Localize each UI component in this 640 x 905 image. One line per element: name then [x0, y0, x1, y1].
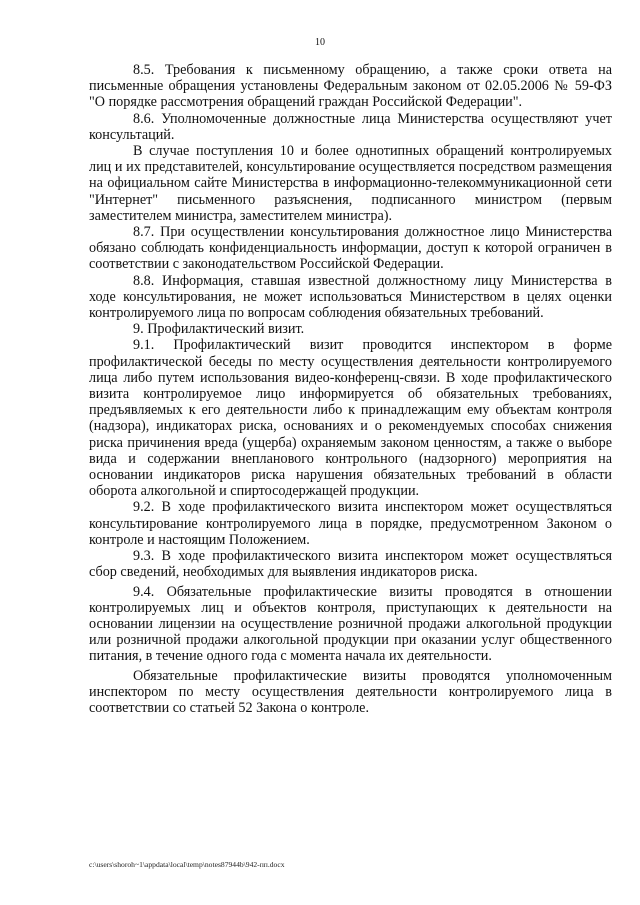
paragraph-9-4-continued: Обязательные профилактические визиты проводятся уполномоченным инспектором по месту осуществления деятельности контролируемого лица в соответствии со статьей 52 Закона о контроле. [89, 667, 612, 716]
paragraph-8-8: 8.8. Информация, ставшая известной должностному лицу Министерства в ходе консультирования, не может использоваться Министерством в целях оценки контролируемого лица по вопросам соблюдения обязательных требований. [89, 272, 612, 322]
document-body [89, 62, 612, 716]
paragraph-9-3: 9.3. В ходе профилактического визита инспектором может осуществляться сбор сведений, необходимых для выявления индикаторов риска. [89, 548, 612, 581]
section-heading-9: 9. Профилактический визит. [133, 321, 305, 338]
paragraph-8-5: 8.5. Требования к письменному обращению, а также сроки ответа на письменные обращения установлены Федеральным законом от 02.05.2006 № 59-ФЗ "О порядке рассмотрения обращений граждан Российской Федерации". [89, 62, 612, 111]
paragraph-9-4: 9.4. Обязательные профилактические визиты проводятся в отношении контролируемых лиц и объектов контроля, приступающих к деятельности на основании лицензии на осуществление розничной продажи алкогольной продукции или розничной продажи алкогольной продукции при оказании услуг общественного питания, в течение одного года с момента начала их деятельности. [89, 583, 612, 665]
page-number: 10 [315, 37, 325, 48]
footer-file-path: c:\users\shoroh~1\appdata\local\temp\notes87944b\942-пп.docx [89, 860, 285, 869]
paragraph-8-6: 8.6. Уполномоченные должностные лица Министерства осуществляют учет консультаций. [89, 110, 612, 143]
paragraph-9-1: 9.1. Профилактический визит проводится инспектором в форме профилактической беседы по месту осуществления деятельности контролируемого лица либо путем использования видео-конференц-связи. В ходе профилактического визита контролируемое лицо информируется об обязательных требованиях, предъявляемых к его деятельности либо к принадлежащим ему объектам контроля (надзора), индикаторах риска, основаниях и о рекомендуемых способах снижения риска причинения вреда (ущерба) охраняемым законом ценностям, а также о выборе вида и содержании внепланового контрольного (надзорного) мероприятия на основании индикаторов риска нарушения обязательных требований в области оборота алкогольной и спиртосодержащей продукции. [89, 337, 612, 500]
paragraph-9-2: 9.2. В ходе профилактического визита инспектором может осуществляться консультирование контролируемого лица в порядке, предусмотренном Законом о контроле и настоящим Положением. [89, 499, 612, 548]
paragraph-8-7: 8.7. При осуществлении консультирования должностное лицо Министерства обязано соблюдать конфиденциальность информации, доступ к которой ограничен в соответствии с законодательством Российской Федерации. [89, 224, 612, 273]
paragraph-8-6-continued: В случае поступления 10 и более однотипных обращений контролируемых лиц и их представителей, консультирование осуществляется посредством размещения на официальном сайте Министерства в информационно-телекоммуникационной сети "Интернет" письменного разъяснения, подписанного министром (первым заместителем министра, заместителем министра). [89, 143, 612, 224]
